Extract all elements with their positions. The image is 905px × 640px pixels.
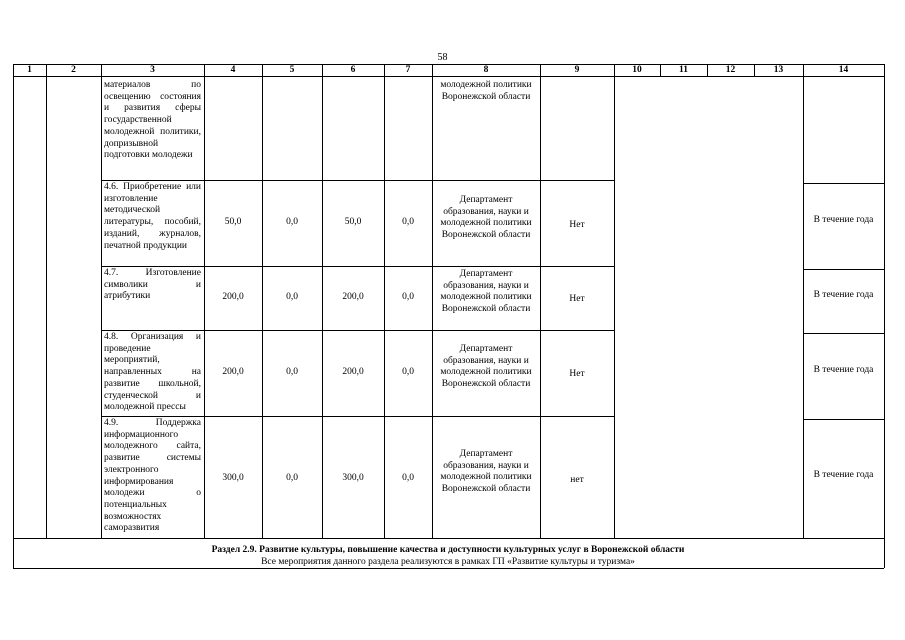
section-subtitle: Все мероприятия данного раздела реализуются в рамках ГП «Развитие культуры и туризма»	[261, 557, 635, 567]
responsible-department: Департамент образования, науки и молодежной политики Воронежской области	[440, 195, 532, 241]
indicator: Нет	[569, 220, 585, 230]
column-header: 6	[350, 65, 356, 75]
funding-other: 0,0	[402, 473, 414, 483]
column-header: 11	[679, 65, 688, 75]
column-header: 9	[574, 65, 580, 75]
indicator: Нет	[569, 294, 585, 304]
funding-federal: 0,0	[286, 367, 298, 377]
funding-other: 0,0	[402, 217, 414, 227]
funding-federal: 0,0	[286, 217, 298, 227]
column-header: 10	[632, 65, 642, 75]
responsible-department: Департамент образования, науки и молодежной политики Воронежской области	[440, 344, 532, 390]
column-header: 5	[289, 65, 295, 75]
page-number: 58	[437, 52, 448, 63]
funding-regional: 300,0	[342, 473, 364, 483]
responsible-department: молодежной политики Воронежской области	[440, 80, 532, 102]
indicator: Нет	[569, 369, 585, 379]
funding-total: 200,0	[222, 367, 244, 377]
activity-name: 4.6. Приобретение или изготовление методической литературы, пособий, изданий, журналов, печатной продукции	[104, 182, 201, 251]
funding-federal: 0,0	[286, 292, 298, 302]
column-header: 8	[483, 65, 489, 75]
term: В течение года	[813, 215, 874, 225]
term: В течение года	[813, 290, 874, 300]
funding-other: 0,0	[402, 292, 414, 302]
column-header: 4	[230, 65, 236, 75]
indicator: нет	[570, 475, 584, 485]
column-header: 1	[27, 65, 32, 75]
column-header: 13	[773, 65, 784, 75]
activity-name: 4.8. Организация и проведение мероприятий, направленных на развитие школьной, студенческой и молодежной прессы	[104, 332, 201, 413]
activity-name: 4.7. Изготовление символики и атрибутики	[104, 268, 201, 302]
column-header: 14	[838, 65, 849, 75]
funding-total: 300,0	[222, 473, 244, 483]
column-header: 2	[71, 65, 76, 75]
activity-name: материалов по освещению состояния и развития сферы государственной молодежной политики, допризывной подготовки молодежи	[104, 80, 201, 161]
funding-total: 50,0	[224, 217, 242, 227]
funding-regional: 200,0	[342, 367, 364, 377]
column-header: 7	[405, 65, 411, 75]
funding-regional: 200,0	[342, 292, 364, 302]
funding-total: 200,0	[222, 292, 244, 302]
term: В течение года	[813, 470, 874, 480]
funding-other: 0,0	[402, 367, 414, 377]
responsible-department: Департамент образования, науки и молодежной политики Воронежской области	[440, 449, 532, 495]
funding-regional: 50,0	[344, 217, 362, 227]
column-header: 12	[725, 65, 736, 75]
section-title: Раздел 2.9. Развитие культуры, повышение качества и доступности культурных услуг в Воронежской области	[211, 545, 685, 555]
activity-name: 4.9. Поддержка информационного молодежного сайта, развитие системы электронного информирования молодежи о потенциальных возможностях саморазвития	[104, 418, 201, 534]
column-header: 3	[150, 65, 155, 75]
responsible-department: Департамент образования, науки и молодежной политики Воронежской области	[440, 269, 532, 315]
term: В течение года	[813, 365, 874, 375]
funding-federal: 0,0	[286, 473, 298, 483]
